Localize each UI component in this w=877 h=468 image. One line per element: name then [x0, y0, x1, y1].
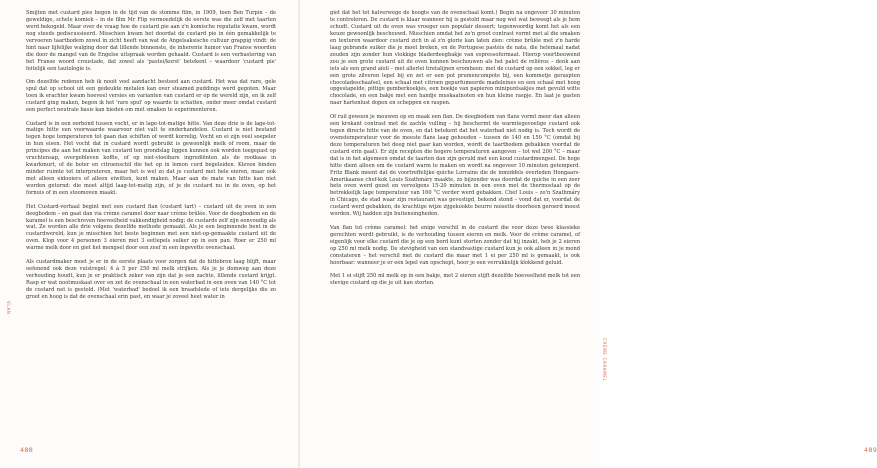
- paragraph: Als custardmaker moet je er in de eerste plaats voor zorgen dat de hittebron laag blijft, maar oefenend ook deze vuistregel: 4 à 5 per 250 ml melk strijken. Als je je domweg aan deze verhouding houdt, kun je er praktisch zeker van zijn dat je een zachte, lillende custard krijgt. Rasp er wat nootmuskaat over en zet de ovenschaal in een waterbad in een oven van 140 °C tot de custard net is gestold. (Met 'waterbad' bedoel ik een braadslede of iets dergelijks die zo groot en hoog is dat de ovenschaal erin past, en waar je zoveel heet water in: [26, 258, 276, 300]
- paragraph: Custard is in een oorbond tussen vocht, er in lage-tot-matige hitte. Van deze drie is de lage-tot-matige hitte een voorwaarde waarvoor niet valt te onderhandelen. Custard is niet bestand tegen hoge temperaturen tot gaan dan schiften of wordt korrelig. Vocht en ei zijn veel soepeler in hun eisen. Het vocht dat in custard wordt gebruikt is gewoonlijk melk of room, maar de principes die aan het maken van custard ten grondslag liggen kunnen ook worden toegepast op vruchtensap, overgebleven koffie, of op niet-vloeibare ingrediënten als de rootkaas in kwarkmurt, of de boter en citroenschil die het op in lemon curd begeleiden. Kleven binden minder ruimte tot interpreteren, maar het is wel zo dat je custard met hele eieren, maar ook met alleen eidooiers of alleen eiwitten, kunt maken. Maar aan de mate van hitte kan niet worden getornd: die moet altijd laag-tot-matig zijn, of je de custard nu in de oven, op het fornuis of in een stoomoven maakt.: [26, 120, 276, 197]
- section-tag: CRÈME CARAMEL: [602, 338, 607, 382]
- paragraph: Het Custard-verhaal begint met een custard flan (custard tart) – custard uit de oven in een deegbodem – en gaat dan via crème caramel door naar crème brûlée. Voor de deegbodem en de karamel is een beschreven hoeveelheid vakkundigheid nodig; de custards zelf zijn eenvoudig als wat. Ze worden alle drie volgens dezelfde methode gemaakt. Als je een beginnende bent in de custardwereld, kun je misschien het beste beginnen met een niet-op-gemaakte custard uit de oven. Klop voor 4 personen 3 eieren met 3 eetlepels suiker op in een pan. Roer er 250 ml warme melk door en giet het mengsel door een zeef in een ingevette ovenschaal.: [26, 203, 276, 252]
- section-tag: VLAN: [6, 301, 11, 315]
- paragraph: Smijten met custard pies begon in de tijd van de stomme film, in 1909, toen Ben Turpin – de geweldige, schele komiek – in de film Mr Flip vermoedelijk de eerste was die zelf met taarten werd bekogeld. Maar over de vraag hoe de custard pie aan z'n komische reputatie kwam, wordt nog steeds gediscussieerd. Misschien kwam het doordat de custard pie in één gemakkelijk te vervoeren taartbodem zowel in zicht heeft van wat de Angelsaksische cultuur grappig vindt: de hint naar lijfelijke walging door dat lillende binnenste, de inherente humor van Franse woorden die door de mangel van de Engelse uitspraak worden gehaald. Custard is een verbastering van het Franse woord croustade, dat zowel als 'pastei/korst' betekent – waardoor 'custard pie' feitelijk een tautologie is.: [26, 10, 276, 72]
- page-number: 489: [864, 446, 877, 454]
- paragraph: Of ruil gewoon je mouwen op en maak een flan. De deegbodem van flans vormt meer dan alleen een krokant contrast met de zachte vulling – hij beschermt de warmtegevoelige custard ook tegen directe hitte van de oven, en dat betekent dat het waterbad niet nodig is. Toch wordt de ovenstemperatuur voor de meeste flans laag gehouden – tussen de 140 en 150 °C (omdat bij deze temperaturen het deeg niet gaar kan worden, wordt de taartbodem gebakken voordat de custard erin gaat). Er zijn recepten die hogere temperaturen aangeven – tot wel 200 °C – maar dat is in het algemeen omdat de taarten dan zijn gevuld met een koud custardmengsel. De hoge hitte dient alleen om de custard warm te maken en wordt na ongeveer 10 minuten getemperd. Fritz Blank meent dat de voortreffelijke quiche Lorraine die de inmiddels overleden Hongaars-Amerikaanse chef-kok Louis Szathmáry maakte, zo bijzonder was doordat de quiche in een zeer hete oven werd gezet en vervolgens 15-20 minuten in een oven met de thermostaat op de betrekkelijk lage temperatuur van 160 °C verder werd gebakken. Chef Louis – zo'n Szathmáry in Chicago, de stad waar zijn restaurant was gevestigd, bekend stond – vond dat er, voordat de custard werd gebakken, de krachtige wijze zijgekookte beurre noisette doorheen geroerd moest worden. Wij hadden zijn buitensingheden.: [330, 113, 580, 218]
- paragraph: Van flan tot crème caramel: het enige verschil in de custard die voor deze twee klassieke gerechten wordt gebruikt, is de verhouding tussen eieren en melk. Voor de crème caramel, of eigenlijk voor elke custard die je op een bord kunt storten zonder dat hij inzakt, heb je 2 eieren op 250 ml melk nodig. De stevigheid van een standvastige custard kun je ook alleen in je mond constateren – het verschil met de custard die maar met 1 ei per 250 ml is gemaakt, is ook hoorbaar: wanneer je er een lepel van opschept, hoor je een verrukkelijk klokkend geluid.: [330, 224, 580, 266]
- right-page: [300, 0, 877, 468]
- page-number: 488: [20, 446, 34, 454]
- right-text-column: [330, 10, 580, 294]
- paragraph: giet dat het tot halverwege de hoogte van de ovenschaal komt.) Begin na ongeveer 30 minuten te controleren. De custard is klaar wanneer hij is gestold maar nog wel wat beweegt als je hem schudt. Custard uit de oven was vroeger een populair dessert; tegenwoordig komt het als een keuze gewoonlijk beschouwd. Misschien omdat het zo'n groot contrast vormt met al die smaken en texturen waardoor custard zich in al z'n glorie kan laten zien: crème brûlée met z'n harde laag gebrande suiker die je moet breken, en de Portugese pastéis de nata, die helemaal nadat zouden zijn zonder hun vlokkige bladerdeegbakje van espressoformaat. Hierop voortbouwend zou je een grote custard uit de oven kunnen beschouwen als het palet de reliëros – denk aan iets als een grand aïoli – met allerlei tiretalijnen eromheen: met de custard op een sokkel, leg er een grote zilveren lepel bij en zet er een pot prumencompote bij, een kommetje geraspten chocoladeschaafsel, een schaal met citroen gepurfumeerde madeleines en een schaal met hoog opgestapelde, pittige gemberkoekjes, een boekje van papieren minipuntsakjes met gevuld witte chocolade, en een bakje met een handje muskaatnoten en hun kleine raspje. En laat je gasten naar hartenlust dopen en scheppen en raspen.: [330, 10, 580, 107]
- left-text-column: [26, 10, 276, 307]
- paragraph: Met 1 ei stijft 250 ml melk op in een bakje, met 2 eieren stijft dezelfde hoeveelheid melk tot een stevige custard op die je uit kan storten.: [330, 273, 580, 287]
- paragraph: Om dezelfde redenen heb ik nooit veel aandacht besteed aan custard. Het was dat rare, gele spul dat op school uit een gedeukte metalen kan over steamed puddings werd gegoten. Maar toen ik erachter kwam hoeveel versies en varianten van custard er op de wereld zijn, en ik zelf custard ging maken, begon ik het 'rare spul' op waarde te schatten, onder meer omdat custard een perfect neutrale basis kan bieden om met smaken te experimenteren.: [26, 79, 276, 113]
- left-page: [0, 0, 300, 468]
